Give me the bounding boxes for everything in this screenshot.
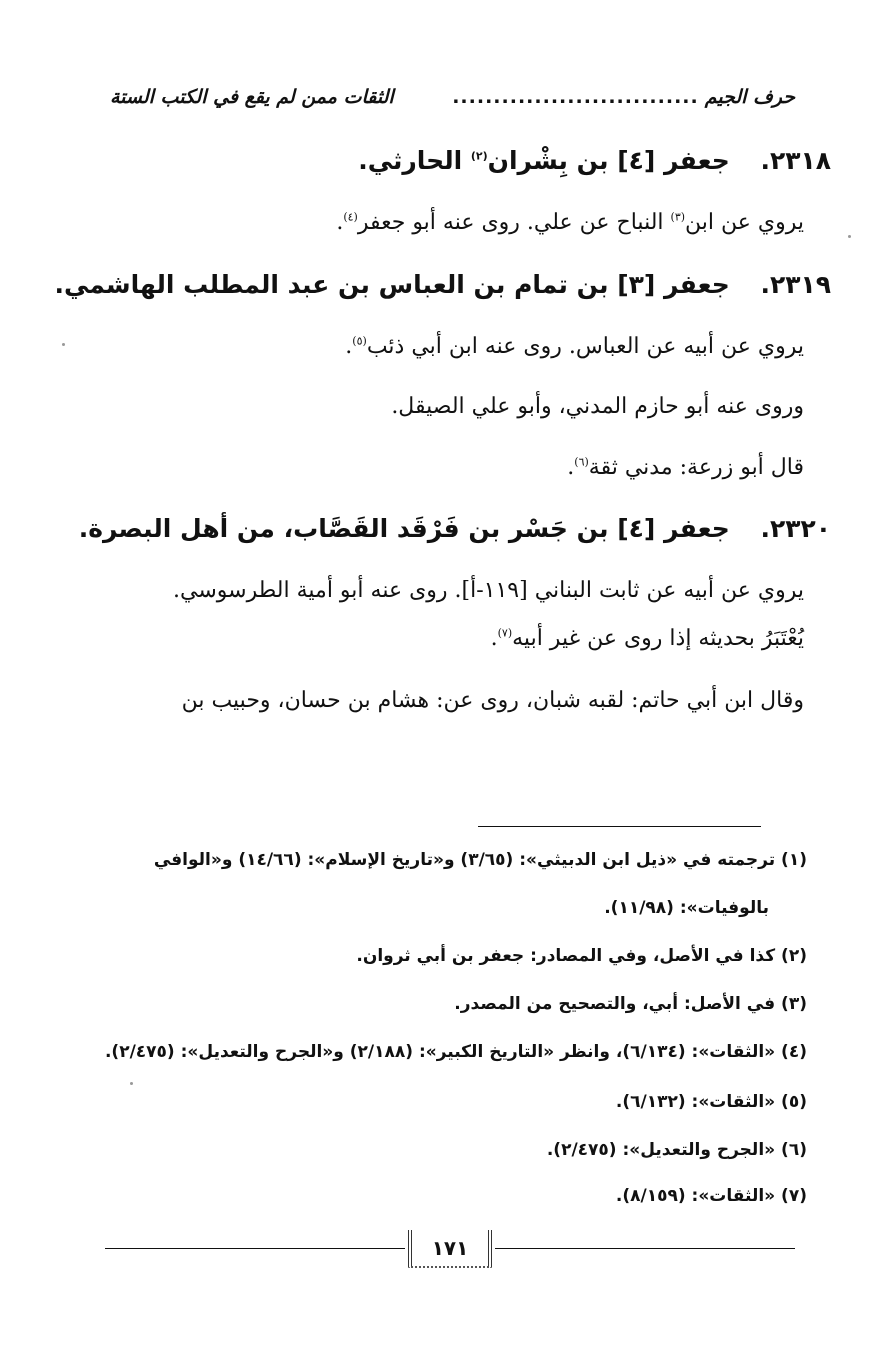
text-segment: قال أبو زرعة: مدني ثقة (588, 455, 804, 480)
scan-speck (848, 235, 851, 238)
footnote: (٥) «الثقات»: (٦/١٣٢). (615, 1092, 807, 1112)
text-segment: . (567, 455, 575, 480)
footnote: (٦) «الجرح والتعديل»: (٢/٤٧٥). (546, 1140, 807, 1160)
footnote: (١) ترجمته في «ذيل ابن الدبيثي»: (٣/٦٥) و«تاريخ الإسلام»: (١٤/٦٦) و«الوافي (153, 850, 807, 870)
bottom-rule (495, 1248, 795, 1249)
footnote-ref: (٦) (574, 455, 589, 469)
text-segment: وروى عنه أبو حازم المدني، وأبو علي الصيقل. (391, 394, 804, 419)
entry-number: ٢٣١٨. (760, 146, 831, 175)
footnote: (٢) كذا في الأصل، وفي المصادر: جعفر بن أبي ثروان. (356, 946, 807, 966)
entry-text-line (567, 455, 804, 480)
page-number-frame (408, 1230, 492, 1268)
footnote: (٤) «الثقات»: (٦/١٣٤)، وانظر «التاريخ الكبير»: (٢/١٨٨) و«الجرح والتعديل»: (٢/٤٧٥). (104, 1042, 807, 1062)
entry-title: جعفر [٤] بن بِشْران (487, 146, 730, 175)
text-segment: يروي عن ابن (685, 210, 804, 235)
text-segment: يروي عن أبيه عن العباس. روى عنه ابن أبي ذئب (366, 334, 804, 359)
entry-text-line (336, 210, 804, 235)
header-chapter: حرف الجيم (704, 86, 795, 108)
entry-number: ٢٣١٩. (760, 270, 831, 299)
footnote-ref: (٣) (670, 210, 686, 224)
text-segment: . (490, 626, 498, 651)
text-segment: وقال ابن أبي حاتم: لقبه شبان، روى عن: هشام بن حسان، وحبيب بن (181, 688, 804, 713)
entry-text-line (391, 394, 804, 419)
scan-speck (62, 343, 65, 346)
footnote-continuation: بالوفيات»: (١١/٩٨). (604, 898, 769, 918)
footnote-ref: (٧) (497, 626, 513, 640)
bottom-rule (105, 1248, 405, 1249)
entry-heading (358, 146, 831, 175)
footnote: (٣) في الأصل: أبي، والتصحيح من المصدر. (454, 994, 807, 1014)
header-dots: .............................. (452, 86, 699, 108)
entry-title: جعفر [٤] بن جَسْر بن فَرْقَد القَصَّاب، من أهل البصرة. (78, 514, 730, 543)
entry-heading (79, 514, 831, 543)
page-number: ١٧١ (431, 1236, 469, 1260)
text-segment: . (336, 210, 344, 235)
entry-title-rest: الحارثي. (358, 146, 471, 175)
entry-text-line (491, 626, 804, 651)
scan-speck (130, 1082, 133, 1085)
header-book-title: الثقات ممن لم يقع في الكتب الستة (110, 86, 394, 108)
footnote-ref: (٥) (352, 334, 367, 348)
entry-text-line (182, 688, 804, 713)
footnote: (٧) «الثقات»: (٨/١٥٩). (615, 1186, 807, 1206)
entry-title: جعفر [٣] بن تمام بن العباس بن عبد المطلب الهاشمي. (54, 270, 730, 299)
running-header (110, 86, 795, 108)
text-segment: . (345, 334, 353, 359)
entry-text-line (345, 334, 804, 359)
footnote-ref: (٤) (343, 210, 358, 224)
entry-heading (54, 270, 831, 299)
text-segment: يروي عن أبيه عن ثابت البناني [١١٩-أ]. روى عنه أبو أمية الطرسوسي. (173, 578, 804, 603)
text-segment: النباح عن علي. روى عنه أبو جعفر (357, 210, 671, 235)
footnote-ref: (٢) (470, 149, 488, 163)
entry-text-line (173, 578, 804, 603)
text-segment: يُعْتَبَرُ بحديثه إذا روى عن غير أبيه (512, 626, 804, 651)
footnote-separator (478, 826, 761, 827)
entry-number: ٢٣٢٠. (760, 514, 831, 543)
